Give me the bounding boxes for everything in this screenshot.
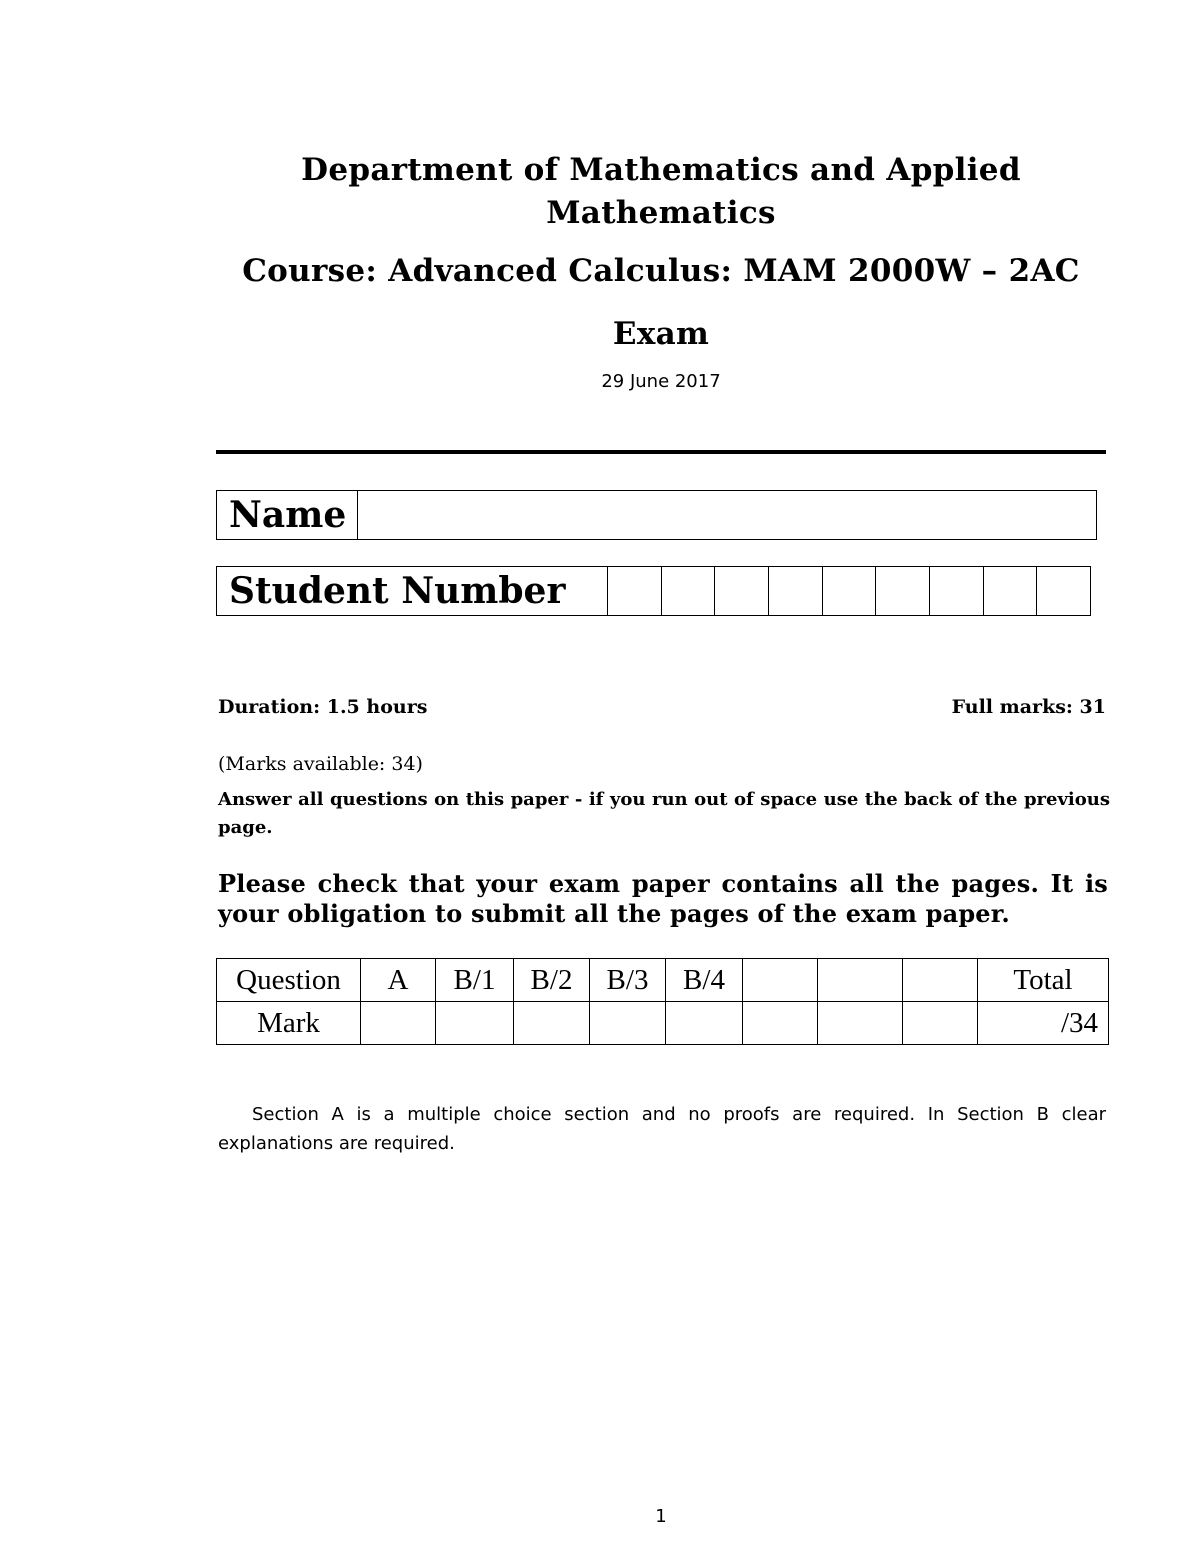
question-cell: A bbox=[361, 959, 436, 1002]
mark-cell[interactable] bbox=[743, 1002, 818, 1045]
student-number-digit-field[interactable] bbox=[608, 567, 662, 616]
question-cell: B/4 bbox=[666, 959, 743, 1002]
mark-cell[interactable] bbox=[666, 1002, 743, 1045]
question-cell bbox=[903, 959, 978, 1002]
name-box bbox=[216, 490, 1097, 540]
mark-cell[interactable] bbox=[590, 1002, 666, 1045]
exam-date: 29 June 2017 bbox=[601, 371, 721, 392]
student-number-digit-field[interactable] bbox=[876, 567, 930, 616]
question-cell: B/2 bbox=[514, 959, 590, 1002]
marks-available: (Marks available: 34) bbox=[218, 753, 423, 775]
full-marks: Full marks: 31 bbox=[951, 696, 1106, 718]
name-field[interactable] bbox=[358, 491, 1097, 540]
department-title-line2: Mathematics bbox=[546, 195, 776, 231]
exam-title: Exam bbox=[612, 316, 710, 352]
question-cell: B/1 bbox=[436, 959, 514, 1002]
student-number-digit-field[interactable] bbox=[822, 567, 876, 616]
question-header-cell: Question bbox=[217, 959, 361, 1002]
student-number-box bbox=[216, 566, 1091, 616]
page-number: 1 bbox=[655, 1506, 667, 1527]
section-note: Section A is a multiple choice section and no proofs are required. In Section B clear explanations are required. bbox=[218, 1104, 1106, 1154]
student-number-digit-field[interactable] bbox=[768, 567, 822, 616]
course-title: Course: Advanced Calculus: MAM 2000W – 2AC bbox=[242, 253, 1080, 289]
mark-header-cell: Mark bbox=[217, 1002, 361, 1045]
answer-instruction: Answer all questions on this paper - if you run out of space use the back of the previous page. bbox=[218, 789, 1110, 838]
department-title-line1: Department of Mathematics and Applied bbox=[301, 152, 1021, 188]
question-row bbox=[217, 959, 1109, 1002]
student-number-digit-field[interactable] bbox=[661, 567, 715, 616]
question-cell: B/3 bbox=[590, 959, 666, 1002]
student-number-label: Student Number bbox=[217, 567, 608, 616]
mark-cell[interactable] bbox=[903, 1002, 978, 1045]
question-cell bbox=[743, 959, 818, 1002]
total-mark-cell: /34 bbox=[978, 1002, 1109, 1045]
horizontal-rule bbox=[216, 450, 1106, 454]
check-instruction: Please check that your exam paper contains all the pages. It is your obligation to submit all the pages of the exam paper. bbox=[218, 869, 1108, 928]
mark-row bbox=[217, 1002, 1109, 1045]
total-header-cell: Total bbox=[978, 959, 1109, 1002]
marks-table bbox=[216, 958, 1109, 1045]
student-number-digit-field[interactable] bbox=[1037, 567, 1091, 616]
mark-cell[interactable] bbox=[436, 1002, 514, 1045]
duration: Duration: 1.5 hours bbox=[218, 696, 428, 718]
mark-cell[interactable] bbox=[818, 1002, 903, 1045]
student-number-digit-field[interactable] bbox=[715, 567, 769, 616]
mark-cell[interactable] bbox=[514, 1002, 590, 1045]
student-number-digit-field[interactable] bbox=[983, 567, 1037, 616]
question-cell bbox=[818, 959, 903, 1002]
name-label: Name bbox=[217, 491, 358, 540]
student-number-digit-field[interactable] bbox=[929, 567, 983, 616]
mark-cell[interactable] bbox=[361, 1002, 436, 1045]
